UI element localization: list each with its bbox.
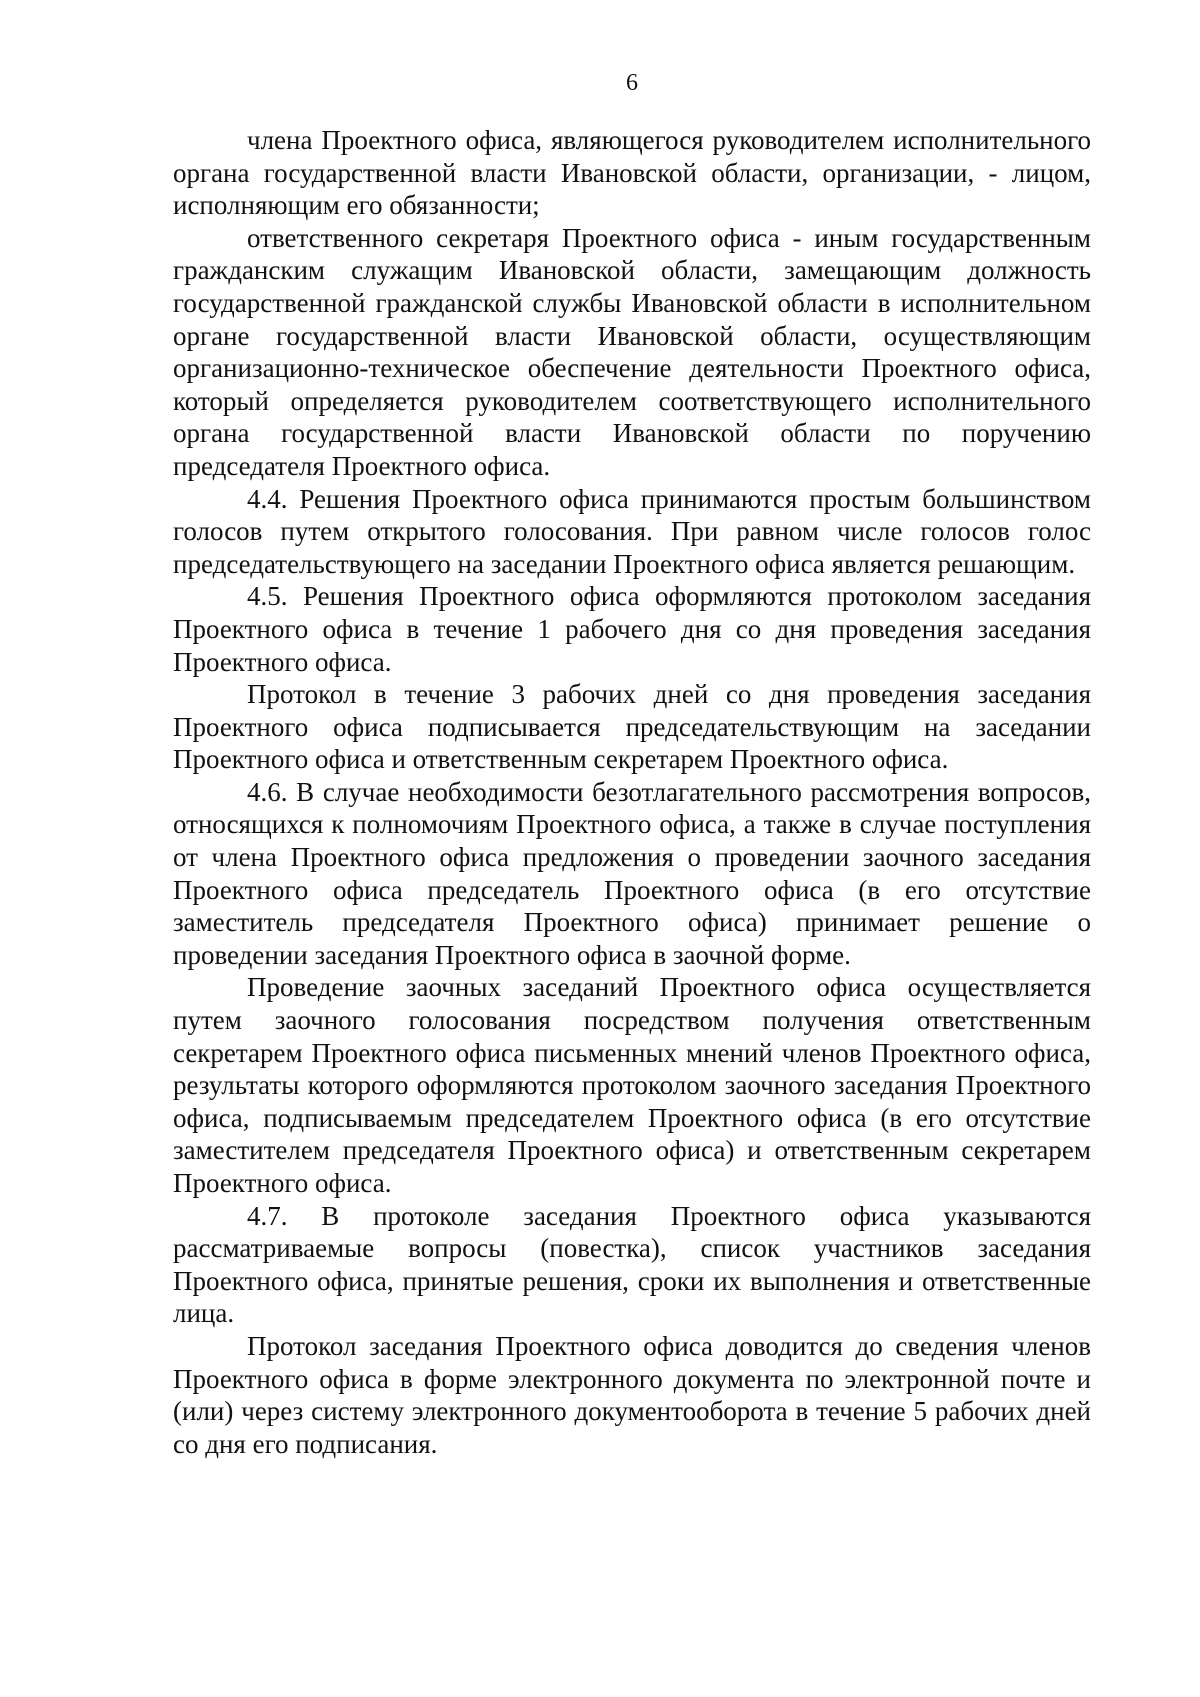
paragraph-office-member: члена Проектного офиса, являющегося руководителем исполнительного органа государственной власти Ивановской области, организации, - лицом, исполняющим его обязанности; xyxy=(173,125,1091,221)
paragraph-responsible-secretary: ответственного секретаря Проектного офиса - иным государственным гражданским служащим Ивановской области, замещающим должность государственной гражданской службы Ивановской области в исполнительном органе государственной власти Ивановской области, осуществляющим организационно-техническое обеспечение деятельности Проектного офиса, который определяется руководителем соответствующего исполнительного органа государственной власти Ивановской области по поручению председателя Проектного офиса. xyxy=(173,222,1091,481)
paragraph-4-6: 4.6. В случае необходимости безотлагательного рассмотрения вопросов, относящихся к полномочиям Проектного офиса, а также в случае поступления от члена Проектного офиса предложения о проведении заочного заседания Проектного офиса председатель Проектного офиса (в его отсутствие заместитель председателя Проектного офиса) принимает решение о проведении заседания Проектного офиса в заочной форме. xyxy=(173,776,1091,970)
paragraph-4-7: 4.7. В протоколе заседания Проектного офиса указываются рассматриваемые вопросы (повестка), список участников заседания Проектного офиса, принятые решения, сроки их выполнения и ответственные лица. xyxy=(173,1200,1091,1329)
paragraph-4-5: 4.5. Решения Проектного офиса оформляются протоколом заседания Проектного офиса в течение 1 рабочего дня со дня проведения заседания Проектного офиса. xyxy=(173,581,1091,677)
paragraph-protocol-distribution: Протокол заседания Проектного офиса доводится до сведения членов Проектного офиса в форме электронного документа по электронной почте и (или) через систему электронного документооборота в течение 5 рабочих дней со дня его подписания. xyxy=(173,1330,1091,1459)
paragraph-protocol-signing: Протокол в течение 3 рабочих дней со дня проведения заседания Проектного офиса подписывается председательствующим на заседании Проектного офиса и ответственным секретарем Проектного офиса. xyxy=(173,679,1091,775)
document-body xyxy=(173,124,1091,1460)
paragraph-absentee-meetings: Проведение заочных заседаний Проектного офиса осуществляется путем заочного голосования посредством получения ответственным секретарем Проектного офиса письменных мнений членов Проектного офиса, результаты которого оформляются протоколом заочного заседания Проектного офиса, подписываемым председателем Проектного офиса (в его отсутствие заместителем председателя Проектного офиса) и ответственным секретарем Проектного офиса. xyxy=(173,972,1091,1198)
paragraph-4-4: 4.4. Решения Проектного офиса принимаются простым большинством голосов путем открытого голосования. При равном числе голосов голос председательствующего на заседании Проектного офиса является решающим. xyxy=(173,483,1091,579)
page-number: 6 xyxy=(626,70,638,96)
